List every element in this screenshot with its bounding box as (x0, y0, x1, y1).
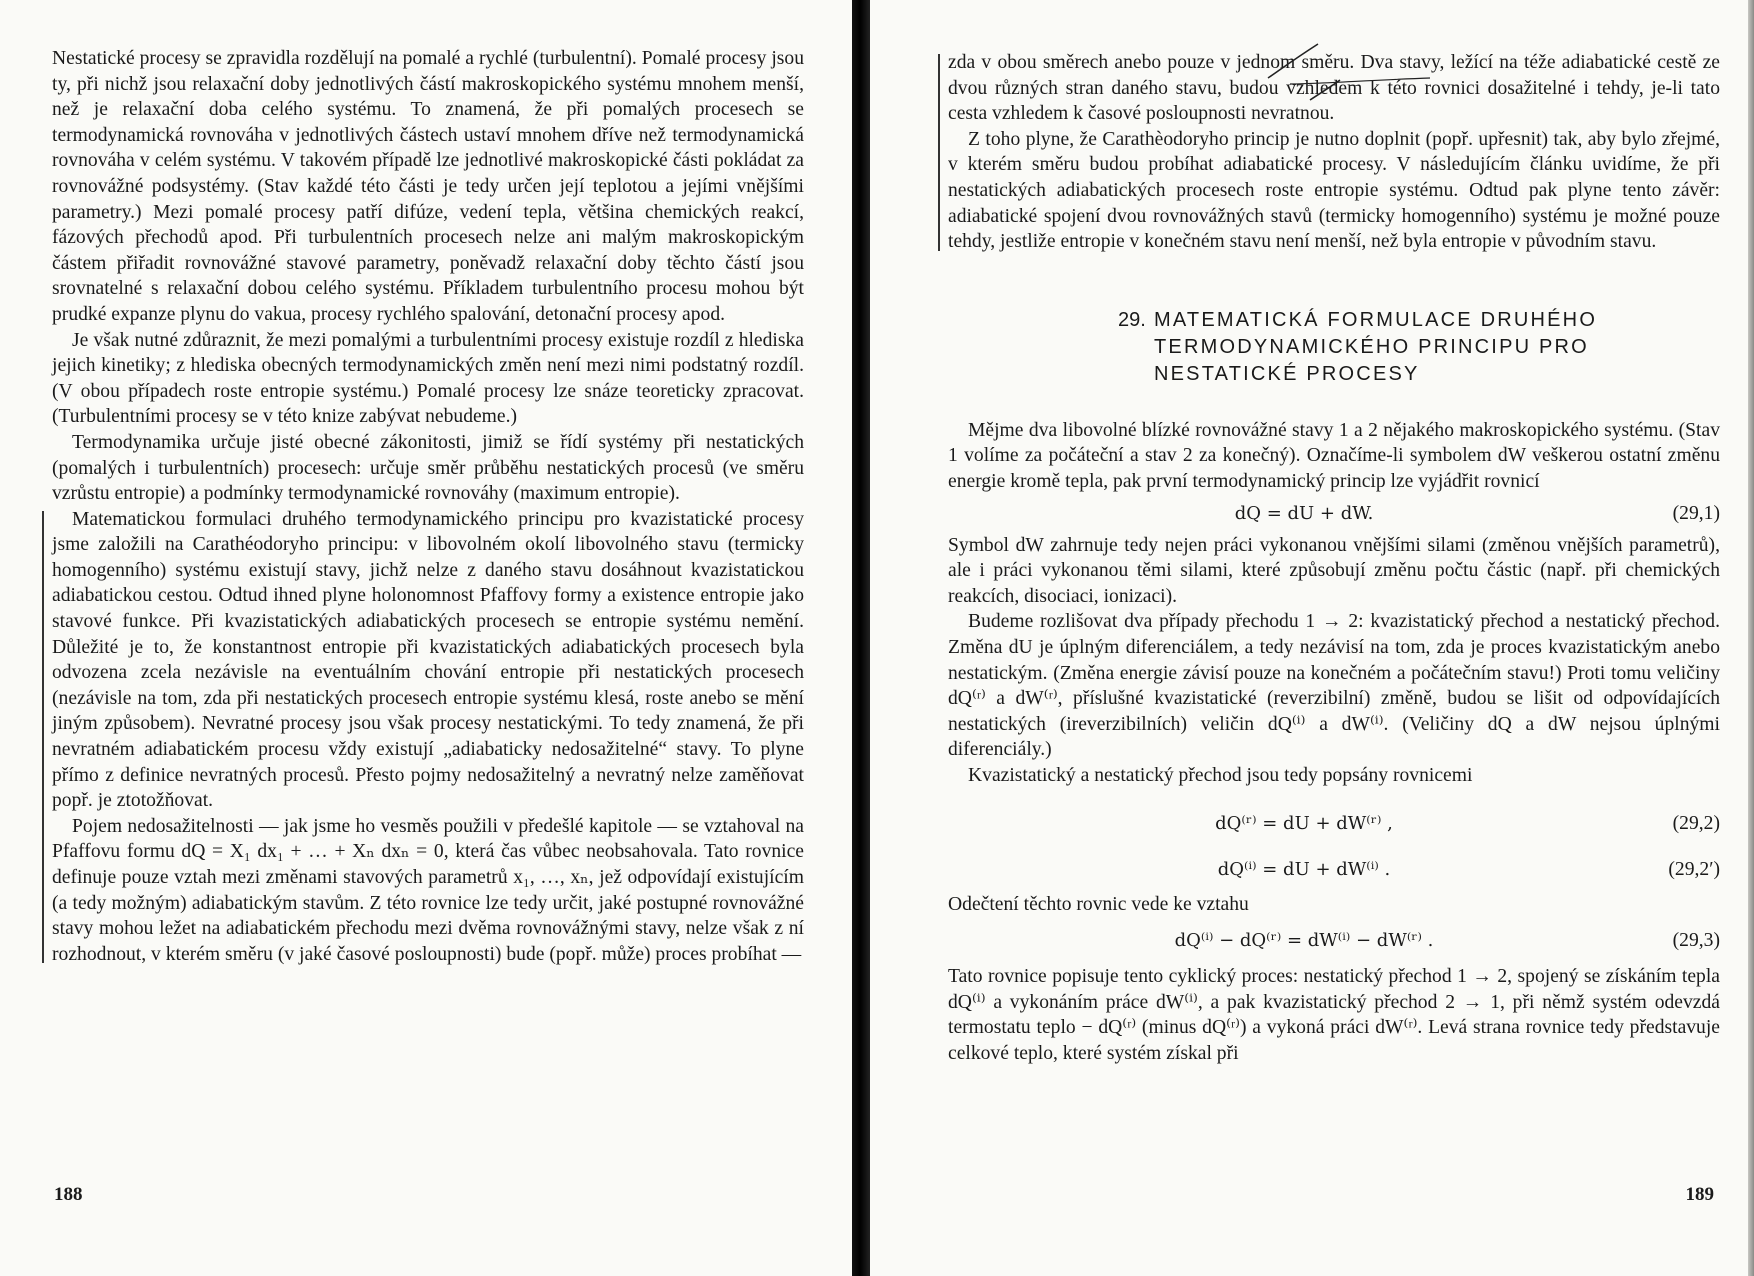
paragraph: Matematickou formulaci druhého termodynamického principu pro kvazistatické procesy jsme založili na Carathéodoryho principu: v libovolném okolí libovolného stavu (termicky homogenního) systému existují stavy, jichž nelze z daného stavu dosáhnout kvazistatickou adiabatickou cestou. Odtud ihned plyne holonomnost Pfaffovy formy a existence entropie jako stavové funkce. Při kvazistatických adiabatických procesech se entropie systému nemění. Důležité je to, že konstantnost entropie při kvazistatických adiabatických procesech byla odvozena zcela nezávisle na eventuálním chování entropie při nestatických procesech (nezávisle na tom, zda při nestatických procesech entropie systému klesá, roste anebo se mění jiným způsobem). Nevratné procesy jsou však procesy nestatickými. To tedy znamená, že při nevratném adiabatickém procesu vždy existují „adiabaticky nedosažitelné“ stavy. To plyne přímo z definice nevratných procesů. Přesto pojmy nedosažitelný a nevratný nelze zaměňovat popř. je ztotožňovat. (52, 508, 804, 812)
heading-line: MATEMATICKÁ FORMULACE DRUHÉHO (1154, 308, 1598, 331)
left-text-column (52, 46, 804, 967)
equation-expression: dQ = dU + dW. (1234, 502, 1374, 524)
paragraph: Mějme dva libovolné blízké rovnovážné stavy 1 a 2 nějakého makroskopického systému. (Stav 1 volíme za počáteční a stav 2 za konečný). Označíme-li symbolem dW veškerou ostatní změnu energie kromě tepla, pak první termodynamický princip lze vyjádřit rovnicí (948, 419, 1720, 492)
paragraph: Nestatické procesy se zpravidla rozdělují na pomalé a rychlé (turbulentní). Pomalé procesy jsou ty, při nichž jsou relaxační doby jednotlivých částí makroskopického systému mnohem menší, než je relaxační doba celého systému. To znamená, že při pomalých procesech se termodynamická rovnováha v jednotlivých částech ustaví mnohem dříve než termodynamická rovnováha v celém systému. V takovém případě lze jednotlivé makroskopické části pokládat za rovnovážné podsystémy. (Stav každé této části je tedy určen její teplotou a jejími vnějšími parametry.) Mezi pomalé procesy patří difúze, vedení tepla, většina chemických reakcí, fázových přechodů apod. Při turbulentních procesech nelze ani malým makroskopickým částem přiřadit rovnovážné stavové parametry, poněvadž relaxační doby těchto částí jsou srovnatelné s relaxační dobou celého systému. Příkladem turbulentního procesu mohou být prudké expanze plynu do vakua, procesy rychlého spalování, detonační procesy apod. (52, 48, 804, 325)
paragraph: Je však nutné zdůraznit, že mezi pomalými a turbulentními procesy existuje rozdíl z hlediska jejich kinetiky; z hlediska obecných termodynamických změn není mezi nimi podstatný rozdíl. (V obou případech roste entropie systému.) Pomalé procesy lze snáze teoreticky zpracovat. (Turbulentními procesy se v této knize zabývat nebudeme.) (52, 329, 804, 428)
equation (948, 800, 1720, 846)
margin-marked-passage (948, 50, 1720, 255)
equation (948, 495, 1720, 533)
paragraph: zda v obou směrech anebo pouze v jednom směru. Dva stavy, ležící na téže adiabatické cestě ze dvou různých stran daného stavu, budou vzhledem k této rovnici dosažitelné i tehdy, je-li tato cesta vzhledem k časové posloupnosti nevratnou. (948, 52, 1720, 125)
equation-number: (29,2) (1672, 812, 1720, 834)
section-number: 29. (1118, 308, 1146, 331)
left-page (0, 0, 852, 1276)
equation-number: (29,3) (1672, 930, 1720, 952)
equation-expression: dQ⁽ⁱ⁾ = dU + dW⁽ⁱ⁾ . (1217, 858, 1391, 880)
equation-expression: dQ⁽ʳ⁾ = dU + dW⁽ʳ⁾ , (1215, 812, 1393, 834)
paragraph: Tato rovnice popisuje tento cyklický proces: nestatický přechod 1 → 2, spojený se získáním tepla dQ⁽ⁱ⁾ a vykonáním práce dW⁽ⁱ⁾, a pak kvazistatický přechod 2 → 1, při němž systém odevzdá termostatu teplo − dQ⁽ʳ⁾ (minus dQ⁽ʳ⁾) a vykoná práci dW⁽ʳ⁾. Levá strana rovnice tedy představuje celkové teplo, které systém získal při (948, 966, 1720, 1064)
paragraph: Pojem nedosažitelnosti — jak jsme ho vesměs použili v předešlé kapitole — se vztahoval na Pfaffovu formu dQ = X₁ dx₁ + … + Xₙ dxₙ = 0, která čas vůbec neobsahovala. Tato rovnice definuje pouze vztah mezi změnami stavových parametrů x₁, …, xₙ, jež odpovídají existujícím (a tedy možným) adiabatickým stavům. Z této rovnice lze tedy určit, jaké postupné rovnovážné stavy mohou ležet na adiabatickém přechodu mezi dvěma rovnovážnými stavy, nelze však z ní rozhodnout, v kterém směru (v jaké časové posloupnosti) bude (popř. může) proces probíhat — (52, 815, 804, 965)
paragraph: Kvazistatický a nestatický přechod jsou tedy popsány rovnicemi (968, 764, 1473, 786)
book-gutter (852, 0, 870, 1276)
paragraph: Z toho plyne, že Carathèodoryho princip je nutno doplnit (popř. upřesnit) tak, aby bylo zřejmé, v kterém směru budou probíhat adiabatické procesy. V následujícím článku uvidíme, že při nestatických adiabatických procesech roste entropie systému. Odtud pak plyne tento závěr: adiabatické spojení dvou rovnovážných stavů (termicky homogenního) systému je možné pouze tehdy, jestliže entropie v konečném stavu není menší, než byla entropie v původním stavu. (948, 128, 1720, 253)
equation-number: (29,1) (1672, 502, 1720, 524)
equation-expression: dQ⁽ⁱ⁾ − dQ⁽ʳ⁾ = dW⁽ⁱ⁾ − dW⁽ʳ⁾ . (1174, 930, 1434, 952)
equation (948, 846, 1720, 892)
equation-number: (29,2′) (1668, 858, 1720, 880)
paragraph: Symbol dW zahrnuje tedy nejen práci vykonanou vnějšími silami (změnou vnějších parametrů), ale i práci vykonanou těmi silami, které způsobují změnu počtu částic (např. při chemických reakcích, disociaci, ionizaci). (948, 534, 1720, 607)
paragraph: Termodynamika určuje jisté obecné zákonitosti, jimiž se řídí systémy při nestatických (pomalých i turbulentních) procesech: určuje směr průběhu nestatických procesů (ve směru vzrůstu entropie) a podmínky termodynamické rovnováhy (maximum entropie). (52, 431, 804, 505)
heading-line: TERMODYNAMICKÉHO PRINCIPU PRO (1154, 335, 1589, 358)
paragraph: Odečtení těchto rovnic vede ke vztahu (948, 894, 1249, 916)
paragraph: Budeme rozlišovat dva případy přechodu 1 → 2: kvazistatický přechod a nestatický přechod. Změna dU je úplným diferenciálem, a tedy nezávisí na tom, zda je proces kvazistatickým anebo nestatickým. (Změna energie závisí pouze na konečném a počátečním stavu!) Proti tomu veličiny dQ⁽ʳ⁾ a dW⁽ʳ⁾, příslušné kvazistatické (reverzibilní) změně, budou se lišit od odpovídajících nestatických (ireverzibilních) veličin dQ⁽ⁱ⁾ a dW⁽ⁱ⁾. (Veličiny dQ a dW nejsou úplnými diferenciály.) (948, 611, 1720, 761)
margin-marked-passage (52, 507, 804, 968)
right-text-column (948, 50, 1720, 1066)
heading-line: NESTATICKÉ PROCESY (1154, 362, 1420, 385)
page-number: 188 (54, 1184, 83, 1205)
right-page (870, 0, 1754, 1276)
page-number: 189 (1685, 1184, 1714, 1205)
equation (948, 918, 1720, 964)
page-edge (1748, 0, 1754, 1276)
section-heading (1118, 307, 1720, 388)
